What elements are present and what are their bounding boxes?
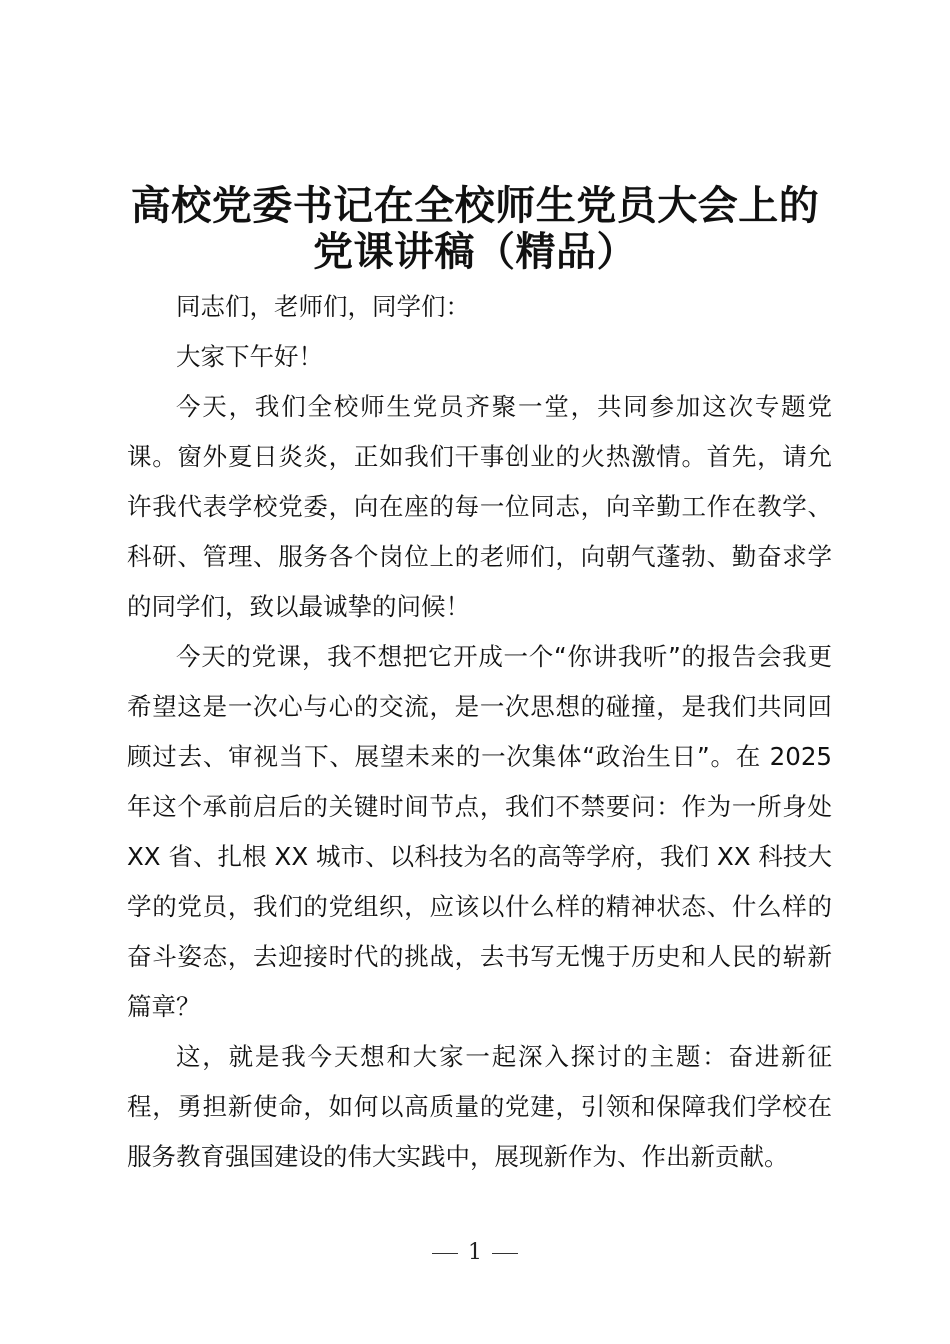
greeting-paragraph: 大家下午好！ xyxy=(176,342,323,371)
document-title-line-2: 党课讲稿（精品） xyxy=(313,228,637,275)
body-paragraph: 今天的党课，我不想把它开成一个“你讲我听”的报告会我更希望这是一次心与心的交流，是一次思想的碰撞，是我们共同回顾过去、审视当下、展望未来的一次集体“政治生日”。在 2025 年这个承前启后的关键时间节点，我们不禁要问：作为一所身处 XX 省、扎根 XX 城市、以科技为名的高等学府，我们 XX 科技大学的党员，我们的党组织，应该以什么样的精神状态、什么样的奋斗姿态，去迎接时代的挑战，去书写无愧于历史和人民的崭新篇章？ xyxy=(127,642,832,1021)
document-title-line-1: 高校党委书记在全校师生党员大会上的 xyxy=(130,182,820,229)
document-title xyxy=(100,183,850,275)
footer-dash-right xyxy=(492,1253,518,1254)
salutation-paragraph: 同志们，老师们，同学们： xyxy=(176,292,470,321)
footer-dash-left xyxy=(432,1253,458,1254)
body-paragraph: 今天，我们全校师生党员齐聚一堂，共同参加这次专题党课。窗外夏日炎炎，正如我们干事创业的火热激情。首先，请允许我代表学校党委，向在座的每一位同志，向辛勤工作在教学、科研、管理、服务各个岗位上的老师们，向朝气蓬勃、勤奋求学的同学们，致以最诚挚的问候！ xyxy=(127,392,832,621)
page-footer xyxy=(0,1238,950,1268)
document-body xyxy=(127,282,832,1182)
body-paragraph: 这，就是我今天想和大家一起深入探讨的主题：奋进新征程，勇担新使命，如何以高质量的党建，引领和保障我们学校在服务教育强国建设的伟大实践中，展现新作为、作出新贡献。 xyxy=(127,1042,832,1171)
page-number: 1 xyxy=(468,1240,482,1265)
